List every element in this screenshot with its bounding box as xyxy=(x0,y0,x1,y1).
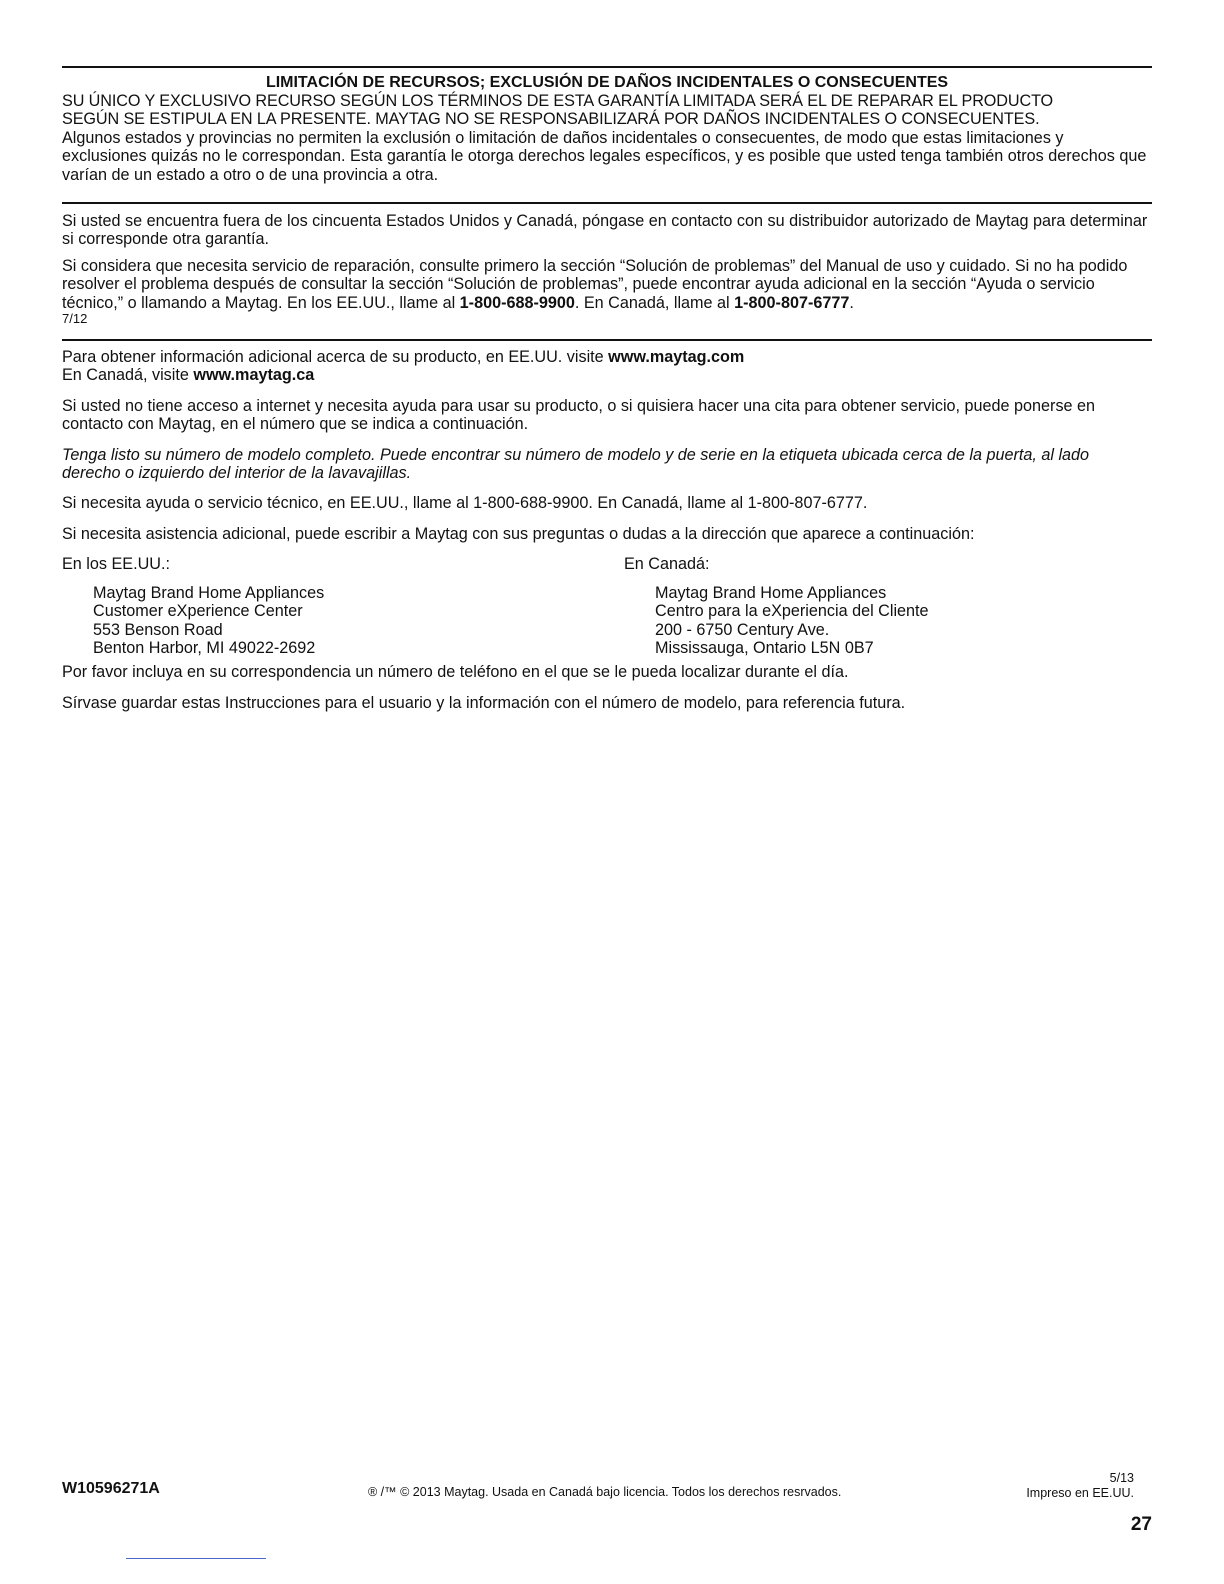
ca-address-line: Maytag Brand Home Appliances xyxy=(655,583,887,602)
ca-address xyxy=(624,584,1124,658)
outside-us-section xyxy=(62,212,1152,326)
section-rule-2 xyxy=(62,202,1152,204)
maytag-us-link[interactable]: www.maytag.com xyxy=(608,348,745,366)
us-address xyxy=(62,584,562,658)
limitation-body: Algunos estados y provincias no permiten la exclusión o limitación de daños incidentales o consecuentes, de modo que estas limitaciones y exclusiones quizás no le correspondan. Esta garantía le otorga derechos legales específicos, y es posible que usted tenga también otros derechos que varían de un estado a otro o de una provincia a otra. xyxy=(62,128,1147,184)
section-rule-3 xyxy=(62,339,1152,341)
info-text: Para obtener información adicional acerca de su producto, en EE.UU. visite xyxy=(62,348,609,366)
us-address-line: Maytag Brand Home Appliances xyxy=(93,583,325,602)
ca-address-line: 200 - 6750 Century Ave. xyxy=(655,620,830,639)
ca-address-line: Mississauga, Ontario L5N 0B7 xyxy=(655,639,874,658)
service-end: . xyxy=(849,293,854,312)
limitation-caps-line-1: SU ÚNICO Y EXCLUSIVO RECURSO SEGÚN LOS TÉRMINOS DE ESTA GARANTÍA LIMITADA SERÁ EL DE REPARAR EL PRODUCTO xyxy=(62,92,1054,110)
canada-text: En Canadá, visite xyxy=(62,366,194,385)
page-number: 27 xyxy=(1130,1514,1152,1535)
us-label: En los EE.UU.: xyxy=(62,555,170,574)
us-address-line: Customer eXperience Center xyxy=(93,602,303,621)
no-internet-paragraph: Si usted no tiene acceso a internet y necesita ayuda para usar su producto, o si quisiera hacer una cita para obtener servicio, puede ponerse en contacto con Maytag, en el número que se indica a continuación. xyxy=(62,396,1096,434)
save-note: Sírvase guardar estas Instrucciones para el usuario y la información con el número de modelo, para referencia futura. xyxy=(62,693,906,712)
canada-line xyxy=(62,366,1152,384)
revision-date: 7/12 xyxy=(62,311,88,327)
address-columns xyxy=(62,555,1152,658)
print-date: 5/13 xyxy=(1109,1471,1134,1485)
phone-note: Por favor incluya en su correspondencia un número de teléfono en el que se le pueda localizar durante el día. xyxy=(62,663,849,682)
maytag-ca-link[interactable]: www.maytag.ca xyxy=(193,366,315,385)
help-line: Si necesita ayuda o servicio técnico, en EE.UU., llame al 1-800-688-9900. En Canadá, llame al 1-800-807-6777. xyxy=(62,494,868,513)
phone-ca: 1-800-807-6777 xyxy=(734,293,850,312)
us-address-column xyxy=(62,555,562,658)
service-text: Si considera que necesita servicio de reparación, consulte primero la sección “Solución de problemas” del Manual de uso y cuidado. Si no ha podido resolver el problema después de consultar la sección “Solución de problemas”, puede encontrar ayuda adicional en la sección “Ayuda o servicio técnico,” o llamando a Maytag. En los EE.UU., llame al xyxy=(62,256,1128,312)
limitation-heading: LIMITACIÓN DE RECURSOS; EXCLUSIÓN DE DAÑOS INCIDENTALES O CONSECUENTES xyxy=(265,74,949,91)
contact-section xyxy=(62,348,1152,712)
phone-us: 1-800-688-9900 xyxy=(459,293,575,312)
us-address-line: 553 Benson Road xyxy=(93,620,223,639)
print-info xyxy=(1026,1471,1134,1501)
service-paragraph xyxy=(62,257,1152,312)
info-line xyxy=(62,348,1152,366)
service-mid: . En Canadá, llame al xyxy=(574,293,735,312)
outside-us-paragraph: Si usted se encuentra fuera de los cincuenta Estados Unidos y Canadá, póngase en contacto con su distribuidor autorizado de Maytag para determinar si corresponde otra garantía. xyxy=(62,212,1148,249)
document-code: W10596271A xyxy=(62,1480,160,1497)
bottom-link-underline xyxy=(126,1558,266,1559)
copyright-line: ® /™ © 2013 Maytag. Usada en Canadá bajo licencia. Todos los derechos resrvados. xyxy=(368,1485,842,1499)
ca-label: En Canadá: xyxy=(624,555,710,574)
model-note: Tenga listo su número de modelo completo. Puede encontrar su número de modelo y de serie en la etiqueta ubicada cerca de la puerta, al lado derecho o izquierdo del interior de la lavavajillas. xyxy=(62,445,1090,483)
write-line: Si necesita asistencia adicional, puede escribir a Maytag con sus preguntas o dudas a la dirección que aparece a continuación: xyxy=(62,524,975,543)
us-address-line: Benton Harbor, MI 49022-2692 xyxy=(93,639,316,658)
ca-address-column xyxy=(624,555,1124,658)
limitation-section xyxy=(62,74,1152,184)
ca-address-line: Centro para la eXperiencia del Cliente xyxy=(655,602,929,621)
top-rule xyxy=(62,66,1152,68)
printed-in: Impreso en EE.UU. xyxy=(1026,1486,1134,1500)
limitation-caps-line-2: SEGÚN SE ESTIPULA EN LA PRESENTE. MAYTAG NO SE RESPONSABILIZARÁ POR DAÑOS INCIDENTALES O CONSECUENTES. xyxy=(62,110,1040,129)
